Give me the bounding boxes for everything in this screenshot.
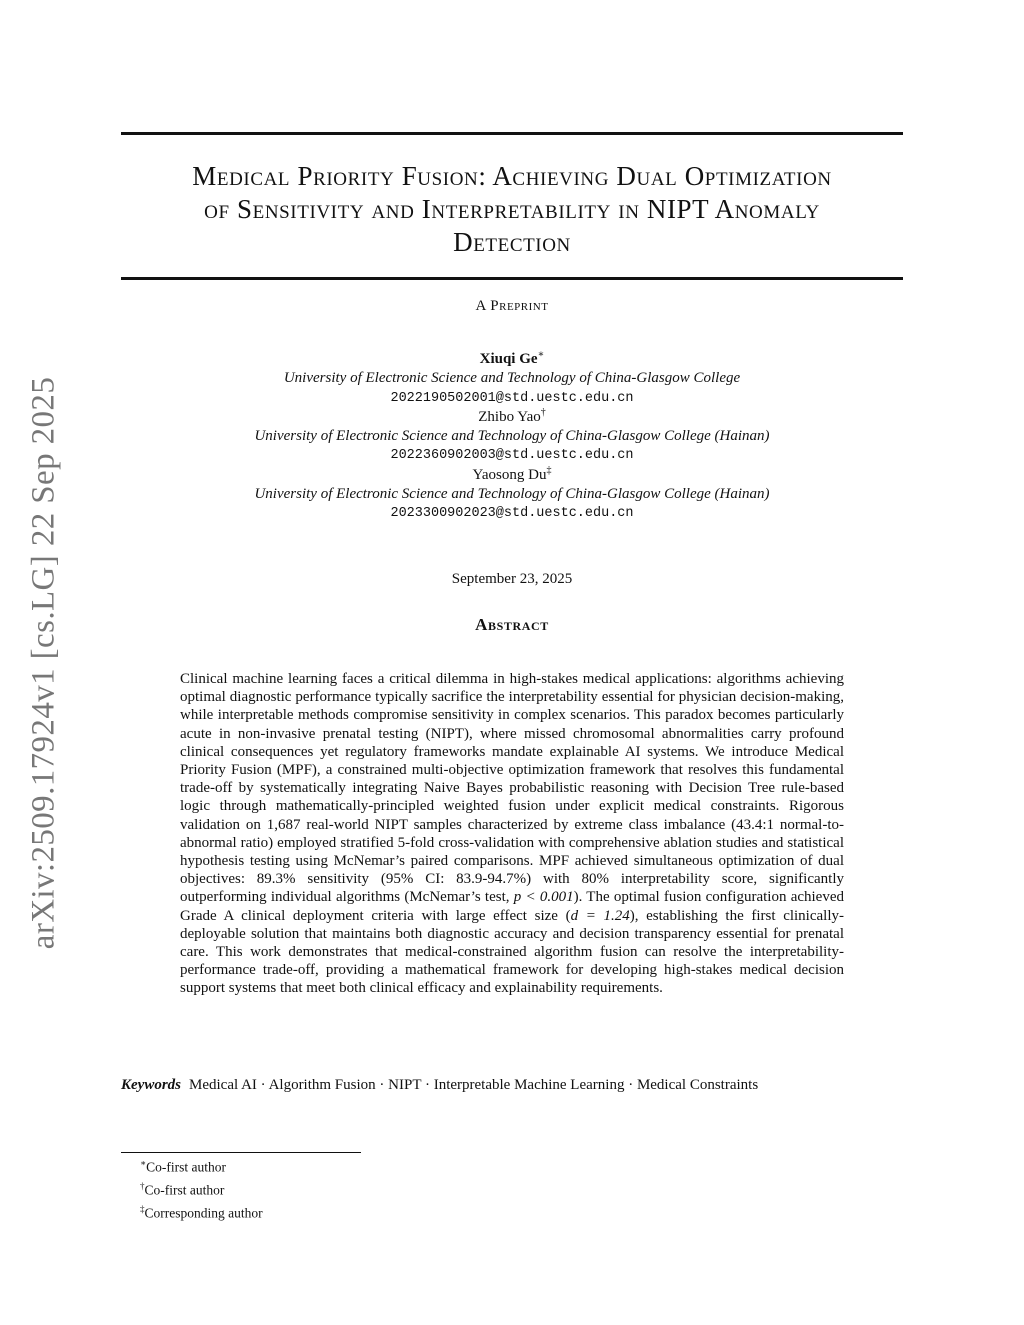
footnote: †Co-first author: [140, 1181, 225, 1198]
math-p-value: p < 0.001: [513, 889, 574, 906]
title-line-3: Detection: [453, 227, 571, 257]
arxiv-identifier: arXiv:2509.17924v1 [cs.LG] 22 Sep 2025: [25, 376, 62, 950]
author-email[interactable]: 2022190502001@std.uestc.edu.cn: [390, 390, 634, 406]
author-block: [121, 350, 903, 524]
author-affiliation: University of Electronic Science and Technology of China-Glasgow College (Hainan): [254, 486, 770, 503]
publication-date: September 23, 2025: [451, 571, 573, 587]
author-name: Xiuqi Ge∗: [479, 349, 545, 367]
author-affiliation: University of Electronic Science and Technology of China-Glasgow College: [283, 370, 741, 387]
footnote-rule: [121, 1152, 361, 1153]
footnote: ∗Co-first author: [140, 1158, 226, 1175]
paper-title: [121, 160, 903, 259]
title-line-1: Medical Priority Fusion: Achieving Dual Optimization: [192, 161, 832, 191]
math-effect-size: d = 1.24: [570, 907, 630, 924]
abstract-heading: Abstract: [475, 615, 549, 634]
abstract-text: Clinical machine learning faces a critical dilemma in high-stakes medical applications: algorithms achieving optimal diagnostic performance typically sacrifice the interpretability essential for physician decision-making, while interpretable methods compromise sensitivity in complex scenarios. This paradox becomes particularly acute in non-invasive prenatal testing (NIPT), where missed chromosomal abnormalities carry profound clinical consequences yet regulatory frameworks mandate explainable AI systems. We introduce Medical Priority Fusion (MPF), a constrained multi-objective optimization framework that resolves this fundamental trade-off by systematically integrating Naive Bayes probabilistic reasoning with Decision Tree rule-based logic through mathematically-principled weighted fusion under explicit medical constraints. Rigorous validation on 1,687 real-world NIPT samples characterized by extreme class imbalance (43.4:1 normal-to-abnormal ratio) employed stratified 5-fold cross-validation with comprehensive ablation studies and statistical hypothesis testing using McNemar’s paired comparisons. MPF achieved simultaneous optimization of dual objectives: 89.3% sensitivity (95% CI: 83.9-94.7%) with 80% interpretability score, significantly outperforming individual algorithms (McNemar’s test, p < 0.001). The optimal fusion configuration achieved Grade A clinical deployment criteria with large effect size (d = 1.24), establishing the first clinically-deployable solution that maintains both diagnostic accuracy and decision transparency essential for prenatal care. This work demonstrates that medical-constrained algorithm fusion can resolve the interpretability-performance trade-off, providing a mathematical framework for developing high-stakes medical decision support systems that meet both clinical efficacy and explainability requirements.: [180, 671, 844, 997]
keywords-list: Medical AI · Algorithm Fusion · NIPT · Interpretable Machine Learning · Medical Constraints: [189, 1077, 759, 1093]
author-email[interactable]: 2022360902003@std.uestc.edu.cn: [390, 448, 634, 464]
footnotes: [140, 1154, 263, 1223]
keywords-label: Keywords: [121, 1077, 181, 1093]
bottom-title-rule: [121, 277, 903, 280]
title-line-2: of Sensitivity and Interpretability in NIPT Anomaly: [204, 194, 820, 224]
author-affiliation: University of Electronic Science and Technology of China-Glasgow College (Hainan): [254, 428, 770, 445]
author-name: Zhibo Yao†: [478, 406, 546, 425]
author-email[interactable]: 2023300902023@std.uestc.edu.cn: [390, 506, 634, 522]
top-rule: [121, 132, 903, 135]
footnote: ‡Corresponding author: [140, 1204, 263, 1221]
author-name: Yaosong Du‡: [472, 464, 552, 483]
keywords: [121, 1077, 903, 1094]
preprint-label: A Preprint: [475, 298, 549, 314]
